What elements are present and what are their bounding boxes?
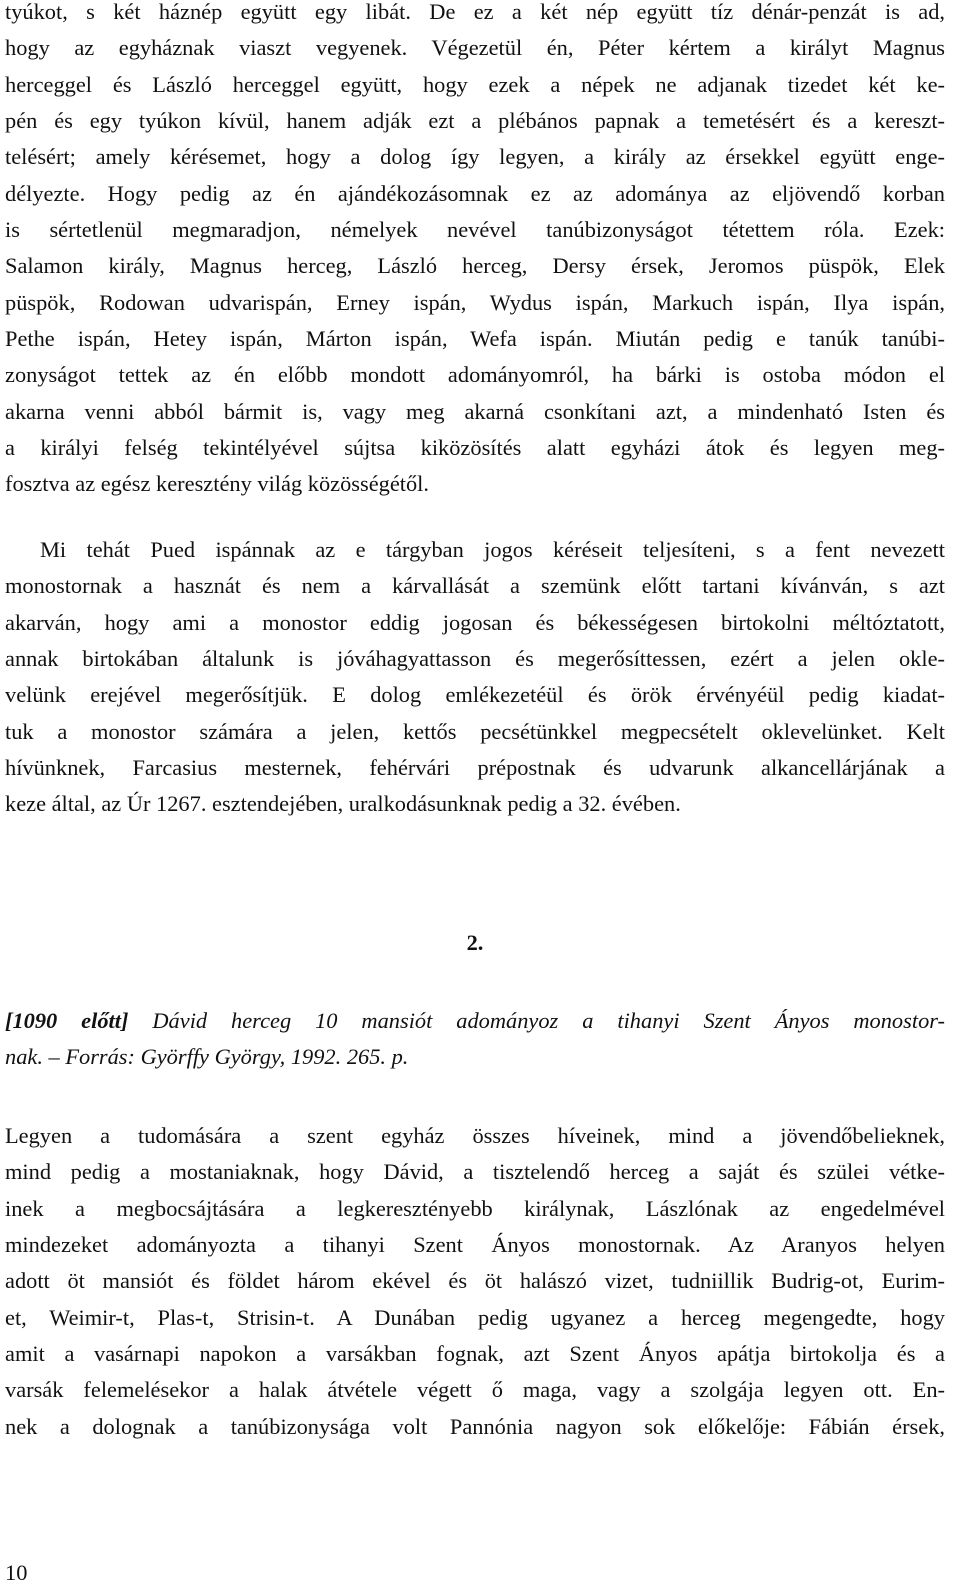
document-heading xyxy=(5,1003,945,1076)
text-line: annak birtokában általunk is jóváhagyattasson és megerősíttessen, ezért a jelen okle- xyxy=(5,646,945,672)
section-number: 2. xyxy=(466,930,484,955)
text-line: délyezte. Hogy pedig az én ajándékozásomnak ez az adománya az eljövendő korban xyxy=(5,180,945,206)
text-line: hívünknek, Farcasius mesternek, fehérvári prépostnak és udvarunk alkancellárjának a xyxy=(5,755,945,781)
text-line: hogy az egyháznak viaszt vegyenek. Végezetül én, Péter kértem a királyt Magnus xyxy=(5,35,945,61)
text-line: keze által, az Úr 1267. esztendejében, uralkodásunknak pedig a 32. évében. xyxy=(5,791,681,817)
paragraph-2 xyxy=(5,532,945,823)
text-line: Mi tehát Pued ispánnak az e tárgyban jogos kéréseit teljesíteni, s a fent nevezett xyxy=(40,537,945,562)
text-line: Salamon király, Magnus herceg, László herceg, Dersy érsek, Jeromos püspök, Elek xyxy=(5,253,945,279)
text-line: akarván, hogy ami a monostor eddig jogosan és békességesen birtokolni méltóztatott, xyxy=(5,609,945,635)
text-line: inek a megbocsájtására a legkeresztényebb királynak, Lászlónak az engedelmével xyxy=(5,1195,945,1221)
heading-line: nak. – Forrás: Györffy György, 1992. 265. p. xyxy=(5,1044,409,1070)
text-line: Pethe ispán, Hetey ispán, Márton ispán, Wefa ispán. Miután pedig e tanúk tanúbi- xyxy=(5,326,945,352)
text-line: pén és egy tyúkon kívül, hanem adják ezt a plébános papnak a temetésért és a kereszt- xyxy=(5,108,945,134)
text-line: adott öt mansiót és földet három ekével és öt halászó vizet, tudniillik Budrig-ot, Eurim- xyxy=(5,1268,945,1294)
paragraph-3 xyxy=(5,1118,945,1445)
text-line: tyúkot, s két háznép együtt egy libát. De ez a két nép együtt tíz dénár-penzát is ad, xyxy=(5,0,945,24)
text-line: amit a vasárnapi napokon a varsákban fognak, azt Szent Ányos apátja birtokolja és a xyxy=(5,1341,945,1367)
text-line: herceggel és László herceggel együtt, hogy ezek a népek ne adjanak tizedet két ke- xyxy=(5,71,945,97)
page-number: 10 xyxy=(5,1560,28,1585)
text-line: fosztva az egész keresztény világ közösségétől. xyxy=(5,471,430,497)
text-line: mindezeket adományozta a tihanyi Szent Ányos monostornak. Az Aranyos helyen xyxy=(5,1232,945,1258)
text-line: et, Weimir-t, Plas-t, Strisin-t. A Dunában pedig ugyanez a herceg megengedte, hogy xyxy=(5,1304,945,1330)
heading-line xyxy=(5,1003,945,1039)
text-line: nek a dolognak a tanúbizonysága volt Pannónia nagyon sok előkelője: Fábián érsek, xyxy=(5,1413,945,1439)
text-line: akarna venni abból bármit is, vagy meg akarná csonkítani azt, a mindenható Isten és xyxy=(5,398,945,424)
text-line: zonyságot tettek az én előbb mondott adományomról, ha bárki is ostoba módon el xyxy=(5,362,945,388)
text-line: a királyi felség tekintélyével sújtsa kiközösítés alatt egyházi átok és legyen meg- xyxy=(5,435,945,461)
paragraph-1 xyxy=(5,0,945,503)
text-line: püspök, Rodowan udvarispán, Erney ispán, Wydus ispán, Markuch ispán, Ilya ispán, xyxy=(5,289,945,315)
text-line: mind pedig a mostaniaknak, hogy Dávid, a tisztelendő herceg a saját és szülei vétke- xyxy=(5,1159,945,1185)
text-line: tuk a monostor számára a jelen, kettős pecsétünkkel megpecsételt oklevelünket. Kelt xyxy=(5,718,945,744)
text-line: monostornak a hasznát és nem a kárvallását a szemünk előtt tartani kívánván, s azt xyxy=(5,573,945,599)
text-line: velünk erejével megerősítjük. E dolog emlékezetéül és örök érvényéül pedig kiadat- xyxy=(5,682,945,708)
heading-date: [1090 előtt] xyxy=(5,1008,129,1033)
text-line: varsák felemelésekor a halak átvétele végett ő maga, vagy a szolgája legyen ott. En- xyxy=(5,1377,945,1403)
text-line: telésért; amely kérésemet, hogy a dolog így legyen, a király az érsekkel együtt enge- xyxy=(5,144,945,170)
heading-title: Dávid herceg 10 mansiót adományoz a tihanyi Szent Ányos monostor- xyxy=(128,1008,945,1033)
text-line: Legyen a tudomására a szent egyház összes híveinek, mind a jövendőbelieknek, xyxy=(5,1123,945,1148)
text-line: is sértetlenül megmaradjon, némelyek nevével tanúbizonyságot tétettem róla. Ezek: xyxy=(5,217,945,243)
